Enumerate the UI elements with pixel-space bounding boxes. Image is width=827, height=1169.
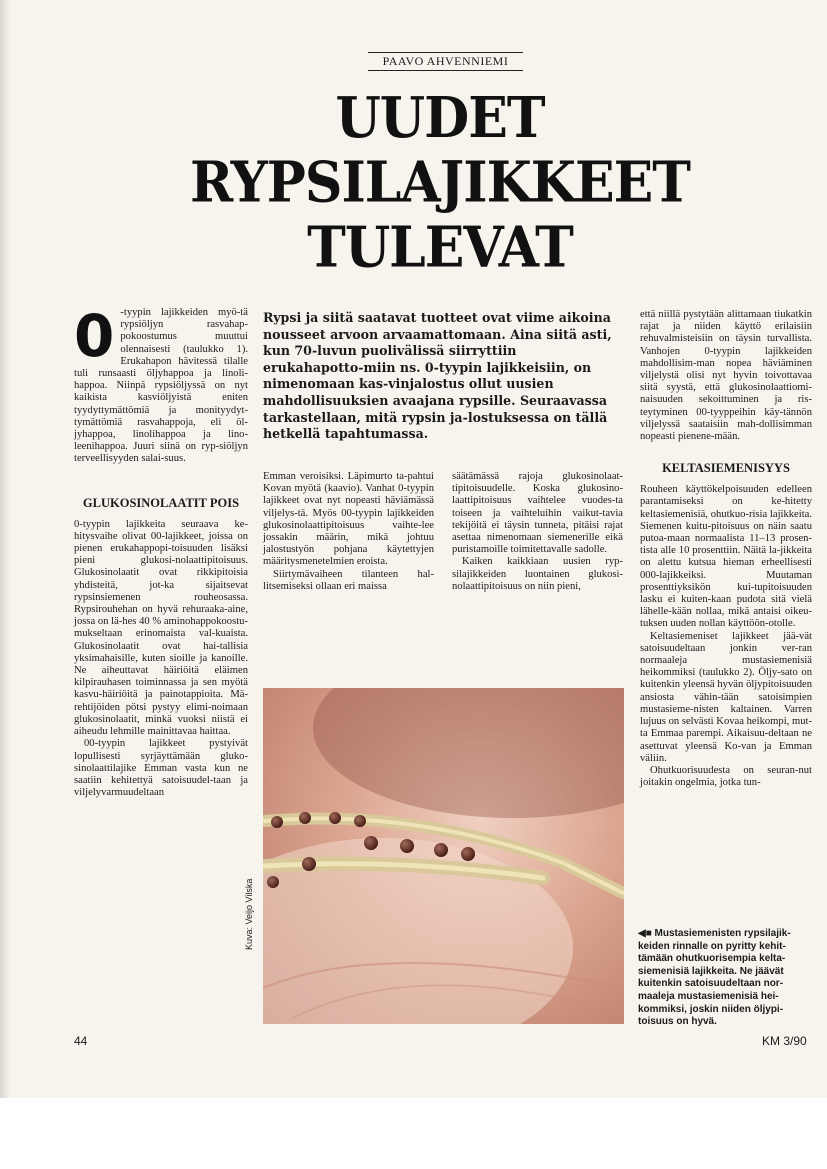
- paragraph: Kaiken kaikkiaan uusien ryp-silajikkeiden luontainen glukosi-nolaattipitoisuus on niin pieni,: [452, 556, 623, 592]
- headline-line-2: RYPSILAJIKKEET: [190, 149, 690, 216]
- column-2: [263, 471, 434, 593]
- arrow-left-icon: ◀■: [638, 928, 652, 939]
- headline: [130, 86, 750, 280]
- paragraph: Ohutkuorisuudesta on seuran-nut joitakin ongelmia, jotka tun-: [640, 764, 812, 789]
- column-1: [74, 302, 248, 799]
- column-3: [452, 471, 623, 593]
- subhead-glukosinolaatit: GLUKOSINOLAATIT POIS: [82, 495, 240, 510]
- headline-line-3: TULEVAT: [307, 214, 573, 281]
- photo-credit: Kuva: Veijo Vilska: [244, 878, 254, 950]
- lead-paragraph: Rypsi ja siitä saatavat tuotteet ovat viime aikoina nousseet arvoon arvaamattomaan. Aina siitä asti, kun 70-luvun puolivälissä siirryttiin erukahapotto-miin ns. 0-tyypin lajikkeisiin, on nimenomaan kas-vinjalostus ollut uusien mahdollisuuksien avaajana rypsille. Seuraavassa tarkastellaan, mitä rypsin ja-lostuksessa on tällä hetkellä tapahtumassa.: [263, 310, 612, 442]
- rapeseed-pods-photo: [263, 688, 624, 1024]
- caption-text: Mustasiemenisten rypsilajik-keiden rinnalle on pyritty kehit-tämään ohutkuorisempia kelta-siemenisiä lajikkeita. Ne jäävät kuitenkin satoisuudeltaan nor-maaleja mustasiemenisiä hei-kommiksi, joskin niiden öljypi-toisuus on hyvä.: [638, 928, 791, 1028]
- issue-number: KM 3/90: [762, 1034, 807, 1048]
- paragraph: että niillä pystytään alittamaan tiukatkin rajat ja niiden käyttö erilaisiin rehuvalmisteisiin on täysin turvallista. Vanhojen 0-tyypin lajikkeiden mahdollisim-man nopea häviäminen viljelystä olisi nyt hyvin toivottavaa siitä syystä, että glukosinolaattiomi-naisuuden sekoittuminen ja ris-teytyminen 00-tyyppeihin käy-tännön viljelyssä saataisiin mah-dollisimman nopeasti pienene-mään.: [640, 309, 812, 443]
- photo-caption: [638, 928, 810, 1029]
- author-byline: PAAVO AHVENNIEMI: [368, 52, 523, 71]
- intro-text: -tyypin lajikkeiden myö-tä rypsiöljyn rasvahap-pokoostumus muuttui olennaisesti (taulukko 1). Erukahapon hävitessä tilalle tuli runsaasti öljyhappoa ja linoli-happoa. Niinpä rypsiöljyssä on nyt kaikista kasviöljyistä eniten tyydyttymättömiä ja monityydyt-tymättömiä rasvahappoja, eli öl-jyhappoa, linolihappoa ja lino-leenihappoa. Juuri siinä on ryp-siöljyn terveellisyyden salai-suus.: [74, 307, 248, 465]
- intro-paragraph: [74, 302, 248, 466]
- subhead-keltasiemenisyys: KELTASIEMENISYYS: [662, 461, 790, 476]
- photo-illustration: [263, 688, 624, 1024]
- column-4: [640, 309, 812, 789]
- paragraph: Emman veroisiksi. Läpimurto ta-pahtui Kovan myötä (kaavio). Vanhat 0-tyypin lajikkeet ovat nyt nopeasti häviämässä viljelys-tä. Myös 00-tyypin lajikkeiden glukosinolaattipitoisuus vaihte-lee jossakin määrin, mikä johtuu jalostustyön pohjana käytettyjen määritysmenetelmien eroista.: [263, 471, 434, 568]
- paragraph: 0-tyypin lajikkeita seuraava ke-hitysvaihe olivat 00-lajikkeet, joissa on pienen erukahappopi-toisuuden lisäksi pieni glukosi-nolaattipitoisuus. Glukosinolaatit ovat rikkipitoisia yhdisteitä, jot-ka sijaitsevat rypsinsiemenen rouheosassa. Rypsirouhehan on hyvä rehuraaka-aine, jossa on lä-hes 40 % aminohappokoostu-mukseltaan erinomaista val-kuaista. Glukosinolaatit ovat hai-tallisia yksimahaisille, kuten sioille ja kanoille. Ne aiheuttavat häiriöitä eläimen kilpirauhasen toiminnassa ja sen myötä kasvu-häiriöitä ja painotappioita. Mä-rehtijöiden pötsi pystyy elimi-noimaan glukosinolaatit, minkä vuoksi niistä ei aiheudu lehmille mainittavaa haittaa.: [74, 518, 248, 738]
- paragraph: 00-tyypin lajikkeet pystyivät lopullisesti syrjäyttämään gluko-sinolaattilajike Emman vasta kun ne saatiin kehitettyä satoisuudel-taan ja viljelyvarmuudeltaan: [74, 738, 248, 799]
- paragraph: Rouheen käyttökelpoisuuden edelleen parantamiseksi on ke-hitetty keltasiemenisiä, ohutkuo-risia lajikkeita. Siemenen kuitu-pitoisuus on näin saatu putoa-maan normaalista 11–13 prosen-tista alle 10 prosenttiin. Näitä la-jikkeita on alettu kutsua hieman erheellisesti 000-lajikkeiksi. Muutaman prosenttiyksikön kui-tupitoisuuden lasku ei kuiten-kaan pudota sitä vielä lähelle-kään nollaa, mikä antaisi oikeu-tuksen uuden nollan käyttöön-otolle.: [640, 484, 812, 630]
- headline-line-1: UUDET: [335, 84, 545, 151]
- paragraph: Siirtymävaiheen tilanteen hal-litsemiseksi ollaan eri maissa: [263, 568, 434, 592]
- paragraph: säätämässä rajoja glukosinolaat-tipitoisuudelle. Koska glukosino-laattipitoisuus vaihtelee vuodes-ta toiseen ja vaihteluihin vaikut-tavia tekijöitä ei täysin tunneta, pitäisi rajat asettaa nimenomaan siemenerille eikä puristamoille toimitettavalle sadolle.: [452, 471, 623, 556]
- paragraph: Keltasiemeniset lajikkeet jää-vät satoisuudeltaan jonkin ver-ran normaaleja mustasiemenisiä heikommiksi (taulukko 2). Öljy-sato on kuitenkin yleensä hyvän öljypitoisuuden ansiosta vähin-tään satoisimpien mustasieme-nisten kaltainen. Varren lujuus on selvästi Kovaa heikompi, mut-ta Emmaa parempi. Aikaisuu-deltaan ne asettuvat yleensä Ko-van ja Emman väliin.: [640, 630, 812, 764]
- drop-cap: 0: [74, 302, 115, 370]
- page-number: 44: [74, 1034, 88, 1048]
